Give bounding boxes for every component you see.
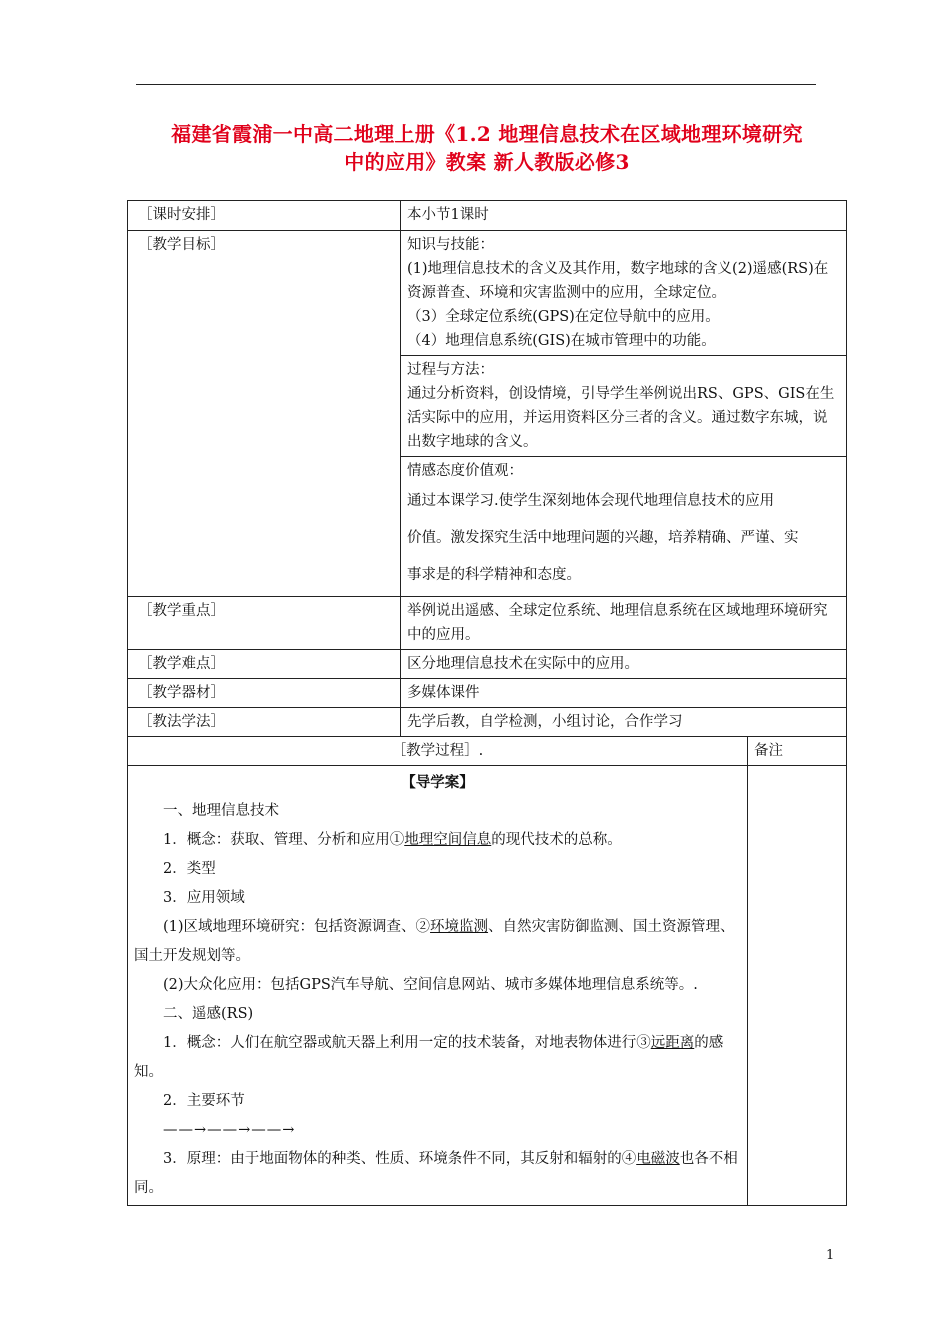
header-rule — [136, 84, 816, 85]
rs-concept: 1．概念：人们在航空器或航天器上利用一定的技术装备，对地表物体进行③远距离的感知。 — [134, 1035, 724, 1080]
emotion-heading: 情感态度价值观： — [407, 463, 523, 479]
answer-4: 电磁波 — [636, 1151, 680, 1167]
page-number: 1 — [826, 1248, 835, 1263]
title-line-1: 福建省霞浦一中高二地理上册《1.2 地理信息技术在区域地理环境研究 — [171, 122, 803, 146]
row-method — [128, 708, 847, 737]
row-process-header — [128, 737, 847, 766]
method-value: 先学后教，自学检测，小组讨论，合作学习 — [401, 708, 847, 737]
guide-content — [128, 766, 748, 1206]
goals-process — [401, 356, 847, 457]
title-line-2: 中的应用》教案 新人教版必修3 — [344, 150, 630, 174]
knowledge-heading: 知识与技能： — [407, 237, 494, 253]
schedule-label: ［课时安排］ — [128, 201, 401, 231]
emotion-line-1: 通过本课学习.使学生深刻地体会现代地理信息技术的应用 — [407, 493, 775, 509]
row-equipment — [128, 679, 847, 708]
application-1: (1)区域地理环境研究：包括资源调查、②环境监测、自然灾害防御监测、国土资源管理、国土开发规划等。 — [134, 919, 735, 964]
goals-knowledge — [401, 231, 847, 356]
row-goals — [128, 231, 847, 356]
process-heading: 过程与方法： — [407, 362, 494, 378]
process-text: 通过分析资料，创设情境，引导学生举例说出RS、GPS、GIS在生活实际中的应用，并运用资料区分三者的含义。通过数字东城，说出数字地球的含义。 — [407, 386, 835, 450]
rs-steps-arrows: ——→——→——→ — [163, 1122, 296, 1138]
types-item: 2．类型 — [163, 861, 216, 877]
row-process-body — [128, 766, 847, 1206]
section-2-heading: 二、遥感(RS) — [163, 1006, 254, 1022]
answer-2: 环境监测 — [430, 919, 489, 935]
row-difficulty — [128, 650, 847, 679]
knowledge-item-1: (1)地理信息技术的含义及其作用，数字地球的含义(2)遥感(RS)在资源普查、环境和灾害监测中的应用，全球定位。 — [407, 261, 829, 301]
knowledge-item-3: （4）地理信息系统(GIS)在城市管理中的功能。 — [407, 333, 716, 349]
emotion-line-3: 事求是的科学精神和态度。 — [407, 567, 581, 583]
equipment-value: 多媒体课件 — [401, 679, 847, 708]
method-label: ［教法学法］ — [128, 708, 401, 737]
focus-label: ［教学重点］ — [128, 597, 401, 650]
focus-value: 举例说出遥感、全球定位系统、地理信息系统在区域地理环境研究中的应用。 — [401, 597, 847, 650]
answer-1: 地理空间信息 — [404, 832, 492, 848]
schedule-value: 本小节1课时 — [401, 201, 847, 231]
rs-steps-heading: 2．主要环节 — [163, 1093, 245, 1109]
row-schedule — [128, 201, 847, 231]
lesson-plan-table — [127, 200, 847, 1206]
rs-principle: 3．原理：由于地面物体的种类、性质、环境条件不同，其反射和辐射的④电磁波也各不相同。 — [134, 1151, 738, 1196]
row-focus — [128, 597, 847, 650]
difficulty-value: 区分地理信息技术在实际中的应用。 — [401, 650, 847, 679]
remarks-label: 备注 — [748, 737, 847, 766]
remarks-cell — [748, 766, 847, 1206]
knowledge-item-2: （3）全球定位系统(GPS)在定位导航中的应用。 — [407, 309, 720, 325]
difficulty-label: ［教学难点］ — [128, 650, 401, 679]
equipment-label: ［教学器材］ — [128, 679, 401, 708]
emotion-line-2: 价值。激发探究生活中地理问题的兴趣，培养精确、严谨、实 — [407, 530, 799, 546]
section-1-heading: 一、地理信息技术 — [163, 803, 279, 819]
process-label: ［教学过程］. — [128, 737, 748, 766]
goals-emotion — [401, 457, 847, 597]
application-2: (2)大众化应用：包括GPS汽车导航、空间信息网站、城市多媒体地理信息系统等。. — [163, 977, 698, 993]
goals-label: ［教学目标］ — [128, 231, 401, 597]
answer-3: 远距离 — [650, 1035, 695, 1051]
document-title — [128, 120, 846, 176]
guide-heading: 【导学案】 — [401, 774, 474, 791]
application-heading: 3．应用领域 — [163, 890, 245, 906]
concept-1: 1．概念：获取、管理、分析和应用①地理空间信息的现代技术的总称。 — [163, 832, 622, 848]
